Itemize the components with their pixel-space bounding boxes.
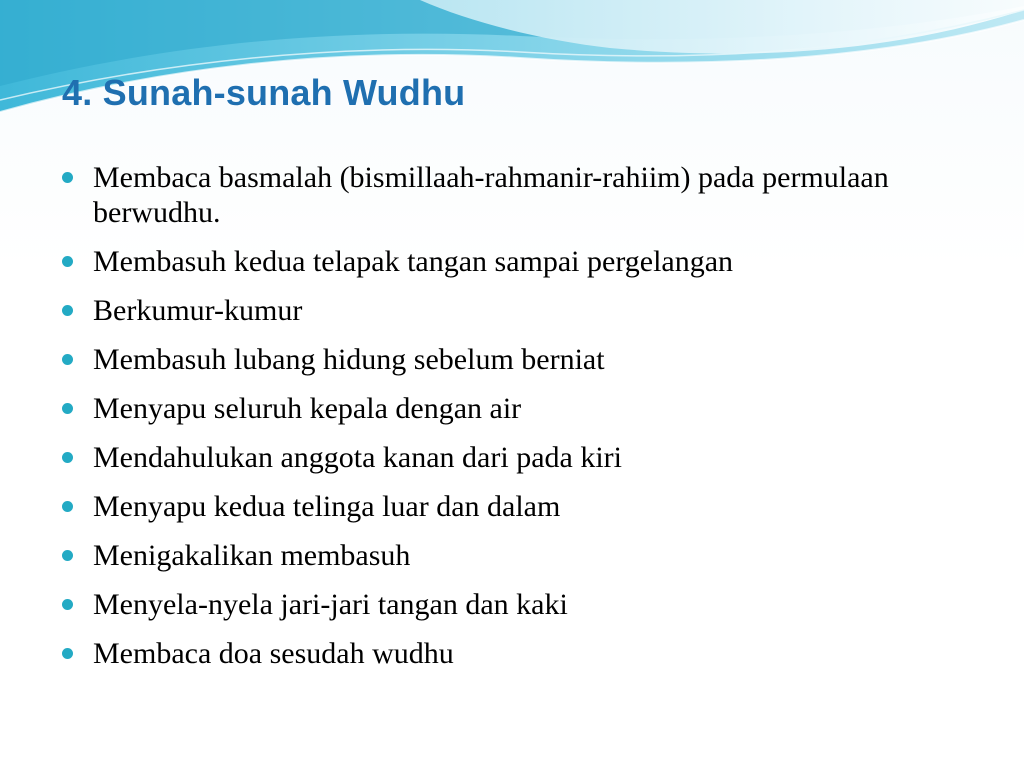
bullet-dot-icon [62, 452, 73, 463]
bullet-dot-icon [62, 172, 73, 183]
bullet-item [62, 244, 962, 279]
bullet-text: Menyela-nyela jari-jari tangan dan kaki [93, 588, 568, 621]
bullet-text: Membaca basmalah (bismillaah-rahmanir-rahiim) pada permulaan berwudhu. [93, 161, 889, 229]
bullet-item [62, 636, 962, 671]
bullet-item [62, 440, 962, 475]
bullet-text: Menigakalikan membasuh [93, 539, 411, 572]
bullet-item [62, 587, 962, 622]
bullet-dot-icon [62, 648, 73, 659]
bullet-dot-icon [62, 403, 73, 414]
bullet-item [62, 160, 962, 230]
bullet-dot-icon [62, 256, 73, 267]
bullet-dot-icon [62, 550, 73, 561]
bullet-text: Membasuh lubang hidung sebelum berniat [93, 343, 605, 376]
bullet-item [62, 342, 962, 377]
bullet-text: Berkumur-kumur [93, 294, 303, 327]
bullet-text: Menyapu kedua telinga luar dan dalam [93, 490, 561, 523]
slide-title: 4. Sunah-sunah Wudhu [62, 72, 466, 113]
bullet-dot-icon [62, 599, 73, 610]
bullet-text: Mendahulukan anggota kanan dari pada kiri [93, 441, 622, 474]
bullet-text: Membaca doa sesudah wudhu [93, 637, 454, 670]
bullet-text: Membasuh kedua telapak tangan sampai pergelangan [93, 245, 734, 278]
bullet-item [62, 538, 962, 573]
bullet-item [62, 489, 962, 524]
bullet-dot-icon [62, 305, 73, 316]
bullet-item [62, 293, 962, 328]
bullet-dot-icon [62, 354, 73, 365]
bullet-text: Menyapu seluruh kepala dengan air [93, 392, 522, 425]
bullet-dot-icon [62, 501, 73, 512]
bullet-item [62, 391, 962, 426]
bullet-list [62, 160, 962, 685]
